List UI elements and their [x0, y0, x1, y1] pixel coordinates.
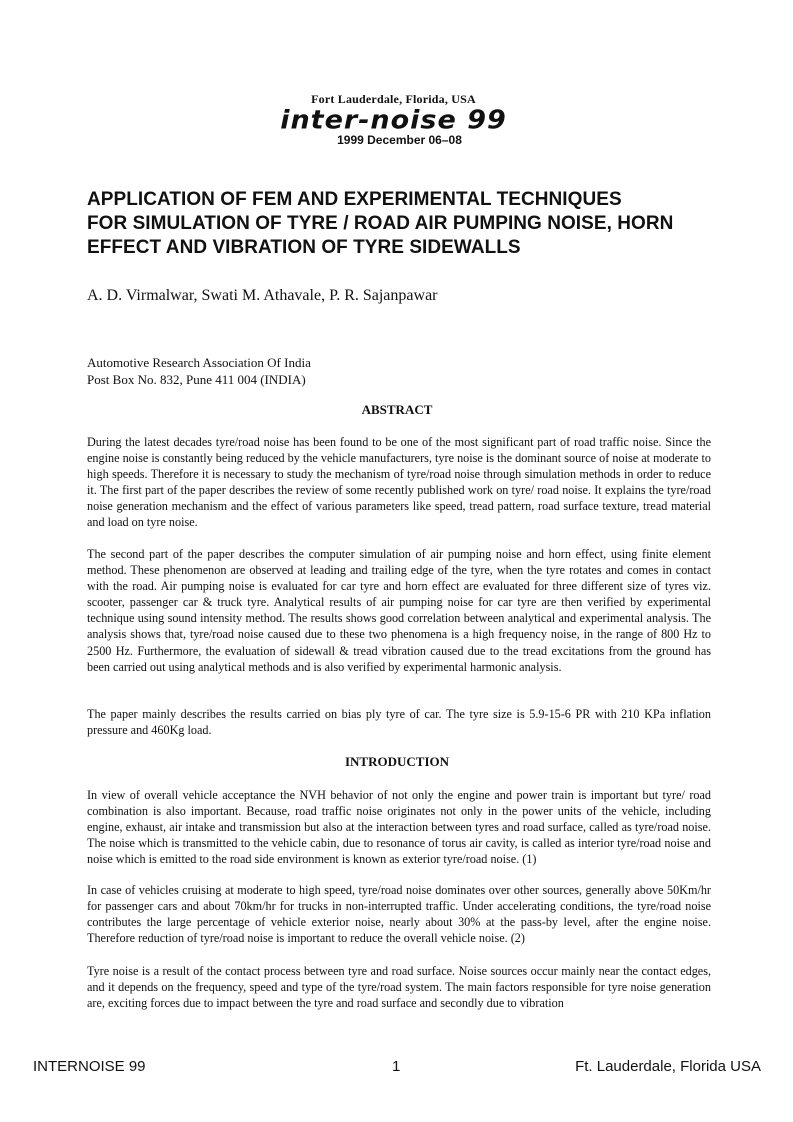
footer-right: Ft. Lauderdale, Florida USA	[575, 1058, 761, 1075]
abstract-paragraph-1: During the latest decades tyre/road noise has been found to be one of the most significant part of road traffic noise. Since the engine noise is constantly being reduced by the vehicle manufacturers, tyre noise is the dominant source of noise at moderate to high speeds. Therefore it is necessary to study the mechanism of tyre/road noise through simulation methods in order to reduce it. The first part of the paper describes the review of some recently published work on tyre/ road noise. It explains the tyre/road noise generation mechanism and the effect of various parameters like speed, tread pattern, road surface texture, tread material and load on tyre noise.	[87, 435, 711, 530]
conference-date: 1999 December 06–08	[337, 133, 462, 147]
affiliation-address: Post Box No. 832, Pune 411 004 (INDIA)	[87, 372, 306, 387]
conference-logo: inter-noise 99	[280, 105, 507, 136]
abstract-paragraph-3: The paper mainly describes the results carried on bias ply tyre of car. The tyre size is 5.9-15-6 PR with 210 KPa inflation pressure and 460Kg load.	[87, 707, 711, 738]
footer-left: INTERNOISE 99	[33, 1058, 146, 1075]
paper-title: APPLICATION OF FEM AND EXPERIMENTAL TECHNIQUES FOR SIMULATION OF TYRE / ROAD AIR PUMPING NOISE, HORN EFFECT AND VIBRATION OF TYRE SIDEWALLS	[87, 189, 674, 258]
conference-location: Fort Lauderdale, Florida, USA	[311, 92, 476, 106]
abstract-paragraph-2: The second part of the paper describes the computer simulation of air pumping noise and horn effect, using finite element method. These phenomenon are observed at leading and trailing edge of the tyre, when the tyre rotates and comes in contact with the road. Air pumping noise is evaluated for car tyre and horn effect are evaluated for three different size of tyres viz. scooter, passenger car & truck tyre. Analytical results of air pumping noise for car tyre are then verified by experimental technique using sound intensity method. The results shows good correlation between analytical and experimental analysis. The analysis shows that, tyre/road noise caused due to these two phenomena is a high frequency noise, in the range of 800 Hz to 2500 Hz. Furthermore, the evaluation of sidewall & tread vibration caused due to the tread excitations from the ground has been carried out using analytical methods and is also verified by experimental harmonic analysis.	[87, 547, 711, 674]
introduction-heading: INTRODUCTION	[344, 754, 449, 769]
affiliation-line: Automotive Research Association Of India	[87, 355, 311, 370]
author-affiliation	[87, 354, 311, 388]
conference-header	[0, 92, 793, 147]
introduction-paragraph-3: Tyre noise is a result of the contact process between tyre and road surface. Noise sources occur mainly near the contact edges, and it depends on the frequency, speed and type of the tyre/road system. The main factors responsible for tyre noise generation are, exciting forces due to impact between the tyre and road surface and secondly due to vibration	[87, 964, 711, 1011]
introduction-paragraph-2: In case of vehicles cruising at moderate to high speed, tyre/road noise dominates over other sources, generally above 50Km/hr for passenger cars and about 70km/hr for trucks in non-interrupted traffic. Under accelerating conditions, the tyre/road noise contributes the large percentage of vehicle exterior noise, nearly about 30% at the pass-by level, after the engine noise. Therefore reduction of tyre/road noise is important to reduce the overall vehicle noise. (2)	[87, 883, 711, 946]
page-number: 1	[392, 1058, 401, 1075]
paper-authors: A. D. Virmalwar, Swati M. Athavale, P. R. Sajanpawar	[87, 287, 438, 304]
abstract-heading: ABSTRACT	[361, 402, 433, 417]
introduction-paragraph-1: In view of overall vehicle acceptance the NVH behavior of not only the engine and power train is important but tyre/ road combination is also important. Because, road traffic noise originates not only in the power units of the vehicle, including engine, exhaust, air intake and transmission but also at the interaction between tyres and road surface, called as tyre/road noise. The noise which is transmitted to the vehicle cabin, due to resonance of torus air cavity, is called as interior tyre/road noise and noise which is emitted to the road side environment is known as exterior tyre/road noise. (1)	[87, 788, 711, 867]
